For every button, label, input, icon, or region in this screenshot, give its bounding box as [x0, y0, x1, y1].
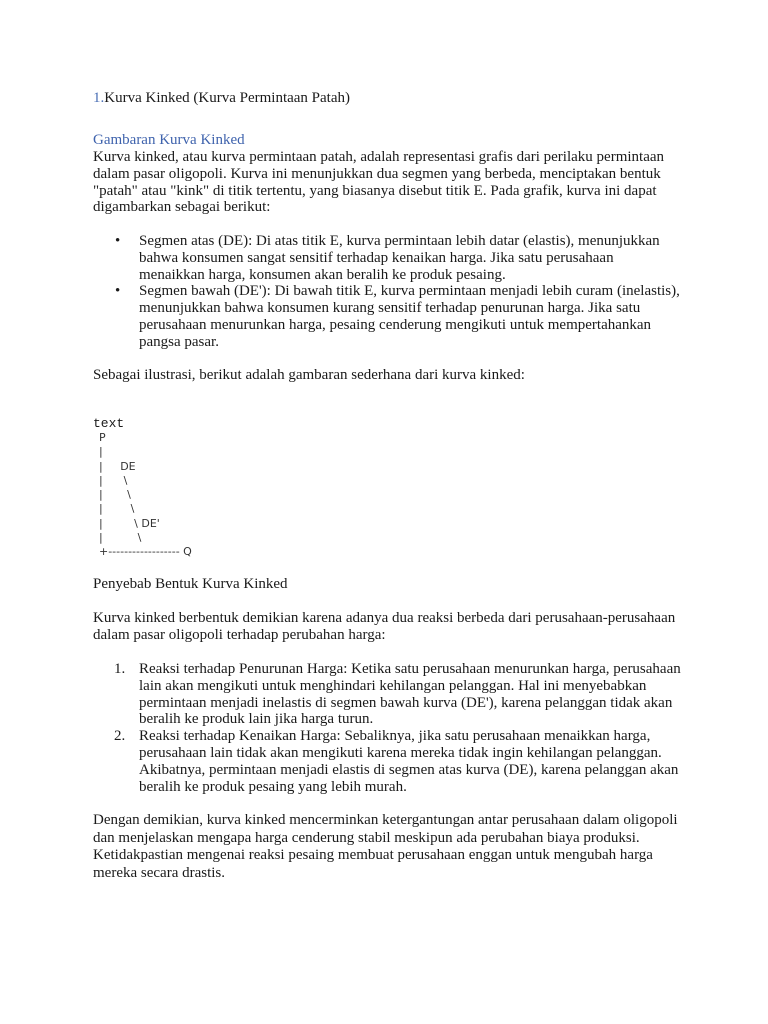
intro-paragraph: Kurva kinked, atau kurva permintaan patah, adalah representasi grafis dari perilaku permintaan dalam pasar oligopoli. Kurva ini menunjukkan dua segmen yang berbeda, menciptakan bentuk "patah" atau "kink" di titik tertentu, yang biasanya disebut titik E. Pada grafik, kurva ini dapat digambarkan sebagai berikut: — [93, 149, 665, 216]
section-heading: Gambaran Kurva Kinked — [93, 132, 245, 148]
bullet-marker: • — [115, 283, 121, 300]
cause-heading: Penyebab Bentuk Kurva Kinked — [93, 576, 288, 592]
ascii-kinked-curve-diagram: P | | DE | \ | \ | \ | \ DE' | \ +------------------ Q — [99, 431, 192, 559]
title-text: Kurva Kinked (Kurva Permintaan Patah) — [104, 90, 351, 106]
list-number: 2. — [114, 728, 126, 745]
segment-bullet-list — [93, 233, 683, 351]
bullet-marker: • — [115, 233, 121, 249]
bullet-item-lower-segment — [93, 283, 683, 350]
illustration-intro: Sebagai ilustrasi, berikut adalah gambaran sederhana dari kurva kinked: — [93, 367, 525, 383]
bullet-text: Segmen bawah (DE'): Di bawah titik E, kurva permintaan menjadi lebih curam (inelastis), menunjukkan bahwa konsumen kurang sensitif terhadap penurunan harga. Jika satu perusahaan menurunkan harga, pesaing cenderung mengikuti untuk mempertahankan pangsa pasar. — [139, 283, 680, 350]
conclusion-paragraph: Dengan demikian, kurva kinked mencerminkan ketergantungan antar perusahaan dalam oligopoli dan menjelaskan mengapa harga cenderung stabil meskipun ada perubahan biaya produksi. Ketidakpastian mengenai reaksi pesaing membuat perusahaan enggan untuk mengubah harga mereka secara drastis. — [93, 812, 678, 881]
reason-item-price-decrease — [93, 661, 683, 728]
reason-item-price-increase — [93, 728, 683, 795]
cause-paragraph: Kurva kinked berbentuk demikian karena adanya dua reaksi berbeda dari perusahaan-perusahaan dalam pasar oligopoli terhadap perubahan harga: — [93, 610, 676, 643]
list-number: 1. — [114, 661, 126, 677]
document-title — [93, 89, 350, 107]
reason-text: Reaksi terhadap Penurunan Harga: Ketika satu perusahaan menurunkan harga, perusahaan lain akan mengikuti untuk menghindari kehilangan pelanggan. Hal ini menyebabkan permintaan menjadi inelastis di segmen bawah kurva (DE'), karena pelanggan tidak akan beralih ke produk lain jika harga turun. — [139, 661, 681, 728]
bullet-text: Segmen atas (DE): Di atas titik E, kurva permintaan lebih datar (elastis), menunjukkan bahwa konsumen sangat sensitif terhadap kenaikan harga. Jika satu perusahaan menaikkan harga, konsumen akan beralih ke produk pesaing. — [139, 233, 660, 283]
code-block-label: text — [93, 416, 125, 431]
reason-text: Reaksi terhadap Kenaikan Harga: Sebaliknya, jika satu perusahaan menaikkan harga, perusahaan lain tidak akan mengikuti karena mereka tidak ingin kehilangan pelanggan. Akibatnya, permintaan menjadi elastis di segmen atas kurva (DE), karena pelanggan akan beralih ke produk pesaing yang lebih murah. — [139, 728, 679, 795]
title-number: 1. — [93, 90, 105, 106]
bullet-item-upper-segment — [93, 233, 683, 283]
reasons-numbered-list — [93, 661, 683, 795]
